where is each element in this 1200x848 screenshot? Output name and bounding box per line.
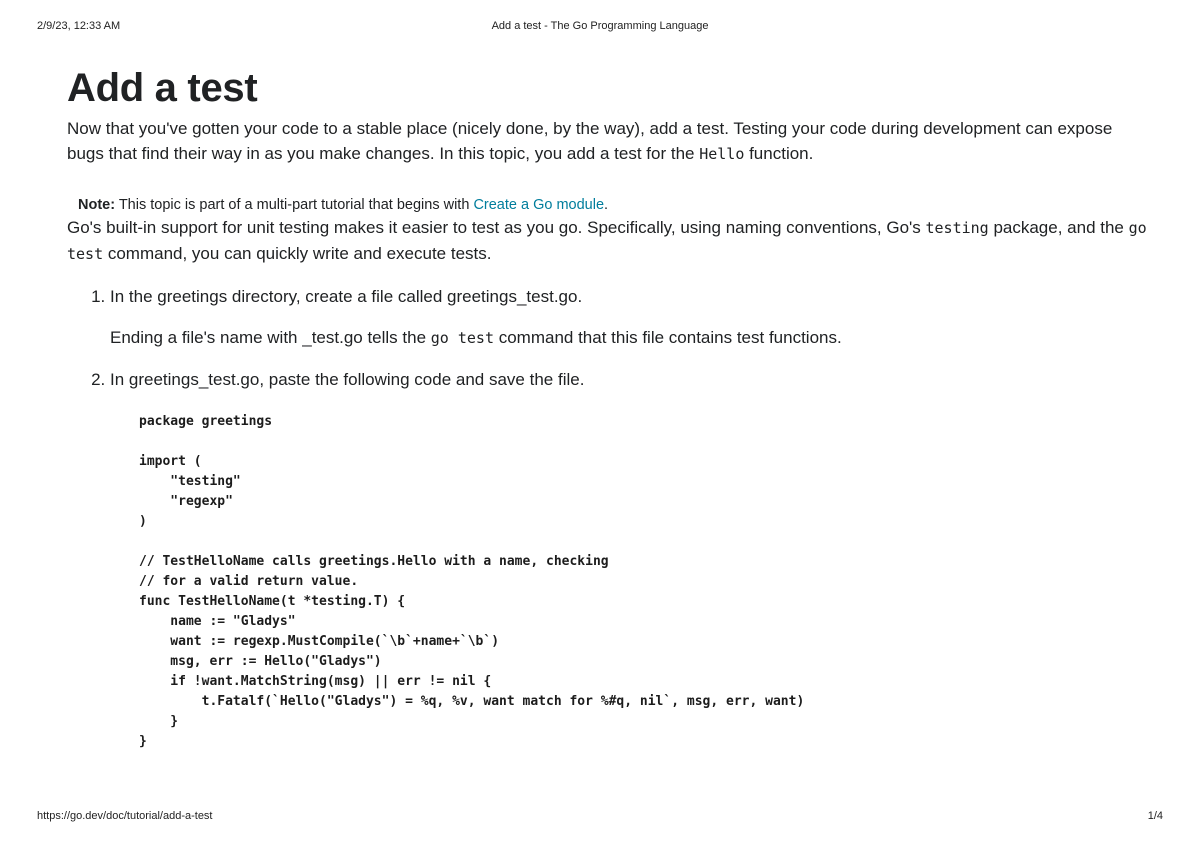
code-block: package greetings import ( "testing" "regexp" ) // TestHelloName calls greetings.Hello with a name, checking // for a valid return value. func TestHelloName(t *testing.T) { name := "Gladys" want := regexp.MustCompile(`\b`+name+`\b`) msg, err := Hello("Gladys") if !want.MatchString(msg) || err != nil { t.Fatalf(`Hello("Gladys") = %q, %v, want match for %#q, nil`, msg, err, want) } } — [139, 414, 805, 749]
note-label: Note: — [78, 197, 116, 213]
go-test-inline-code: go test — [430, 329, 494, 347]
print-page-number: 1/4 — [1147, 810, 1163, 822]
intro-text-end: function. — [744, 144, 814, 163]
intro-paragraph — [67, 116, 1147, 167]
create-module-link[interactable]: Create a Go module — [473, 197, 605, 213]
page-title: Add a test — [67, 66, 258, 110]
intro-inline-code: Hello — [699, 145, 745, 163]
step-text: In greetings_test.go, paste the following code and save the file. — [110, 370, 585, 389]
article — [67, 60, 1147, 752]
note-text: This topic is part of a multi-part tutorial that begins with — [115, 197, 474, 213]
builtin-text-2: package, and the — [988, 218, 1129, 237]
builtin-text-3: command, you can quickly write and execute tests. — [103, 244, 492, 263]
print-footer — [37, 810, 1163, 826]
step-detail-text-end: command that this file contains test functions. — [493, 328, 842, 347]
go-test-inline-code: go test — [67, 219, 1147, 263]
builtin-text-1: Go's built-in support for unit testing makes it easier to test as you go. Specifically, using naming conventions, Go's — [67, 218, 926, 237]
print-date: 2/9/23, 12:33 AM — [37, 20, 121, 32]
step-detail-text: Ending a file's name with _test.go tells the — [110, 328, 431, 347]
step-text: In the greetings directory, create a file called greetings_test.go. — [110, 287, 583, 306]
print-title: Add a test - The Go Programming Language — [491, 20, 709, 32]
builtin-paragraph — [67, 215, 1147, 267]
note-end: . — [604, 197, 609, 213]
testing-inline-code: testing — [925, 219, 989, 237]
steps-list — [67, 284, 1147, 392]
step-item — [110, 284, 1147, 351]
print-url: https://go.dev/doc/tutorial/add-a-test — [37, 810, 213, 822]
print-header — [37, 20, 1163, 36]
intro-text: Now that you've gotten your code to a stable place (nicely done, by the way), add a test. Testing your code during development can expose bugs that find their way in as you make changes. In this topic, you add a test for the — [67, 119, 1113, 163]
step-detail — [110, 325, 1147, 351]
note-callout — [78, 195, 1147, 215]
step-item — [110, 367, 1147, 392]
